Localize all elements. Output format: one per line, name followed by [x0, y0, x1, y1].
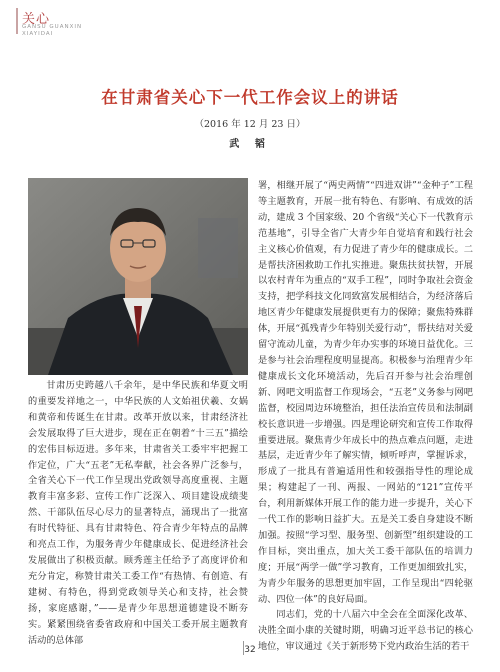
masthead-subtitle-1: GANSU GUANXIN [22, 24, 83, 30]
masthead [16, 6, 156, 40]
article-column-left [28, 378, 248, 648]
article-paragraph: 同志们，党的十八届六中全会在全面深化改革、决胜全面小康的关键时期，明确习近平总书记的核心地位，审议通过《关于新形势下党内政治生活的若干 [258, 609, 473, 653]
article-date: （2016 年 12 月 23 日） [194, 119, 306, 130]
speaker-photo [28, 178, 248, 375]
article-title: 在甘肃省关心下一代工作会议上的讲话 [101, 88, 399, 107]
speaker-photo-image [28, 178, 248, 375]
masthead-subtitle-2: XIAYIDAI [22, 31, 54, 37]
article-paragraph: 署，相继开展了“两史两情”“四进双讲”“金种子”工程等主题教育，开展一批有特色、有影响、有成效的活动，建成 3 个国家级、20 个省级“关心下一代教育示范基地”，引导全省广大青少年自觉培育和践行社会主义核心价值观，有力促进了青少年的健康成长。二是帮扶济困救助工作扎实推进。聚焦扶贫扶智，开展以农村青年为重点的“双手工程”，同时争取社会资金支持，把学科技文化同致富发展相结合，为经济落后地区青少年健康发展提供更有力的保障；聚焦特殊群体，开展“孤残青少年特别关爱行动”，帮扶结对关爱留守流动儿童，为青少年办实事的环境日益优化。三是参与社会治理程度明显提高。积极参与治理青少年健康成长文化环境活动，先后召开参与社会治理创新、网吧文明监督工作现场会，“五老”义务参与网吧监督，校园周边环境整治，担任法治宣传员和法制副校长意识进一步增强。四是理论研究和宣传工作取得重要进展。聚焦青少年成长中的热点难点问题，走进基层，走近青少年了解实情，倾听呼声，掌握诉求，形成了一批具有普遍适用性和较强指导性的理论成果；构建起了一刊、两报、一网站的“121”宣传平台，利用新媒体开展工作的能力进一步提升，关心下一代工作的影响日益扩大。五是关工委自身建设不断加强。按照“学习型、服务型、创新型”组织建设的工作目标，突出重点，加大关工委干部队伍的培训力度；开展“两学一做”学习教育，工作更加细致扎实，为青少年服务的思想更加牢固，工作呈现出“四轮驱动、四位一体”的良好局面。 [258, 180, 473, 605]
masthead-divider [16, 8, 18, 34]
article-column-right [258, 178, 473, 655]
masthead-logo: 关心 [22, 12, 51, 27]
article-author: 武 韬 [229, 139, 271, 150]
page-number: 32 [244, 645, 256, 655]
article-paragraph: 甘肃历史跨越八千余年，是中华民族和华夏文明的重要发祥地之一，中华民族的人文始祖伏羲、女娲和黄帝和传诞生在甘肃。改革开放以来，甘肃经济社会发展取得了巨大进步，现在正在朝着“十三五”描绘的宏伟目标迈进。多年来，甘肃省关工委牢牢把握工作定位，广大“五老”无私奉献，社会各界广泛参与，全省关心下一代工作呈现出党政领导高度重视、主题教育丰富多彩、宣传工作广泛深入、项目建设成绩斐然、干部队伍尽心尽力的显著特点，涌现出了一批富有时代特征、具有甘肃特色、符合青少年特点的品牌和亮点工作，为服务青少年健康成长、促进经济社会发展做出了积极贡献。顾秀莲主任给予了高度评价和充分肯定，称赞甘肃关工委工作“有热情、有创造、有建树、有特色，得到党政领导关心和支持，社会赞扬，家庭感谢，”——是青少年思想道德建设不断夯实。紧紧围绕省委省政府和中国关工委开展主题教育活动的总体部 [28, 380, 248, 646]
